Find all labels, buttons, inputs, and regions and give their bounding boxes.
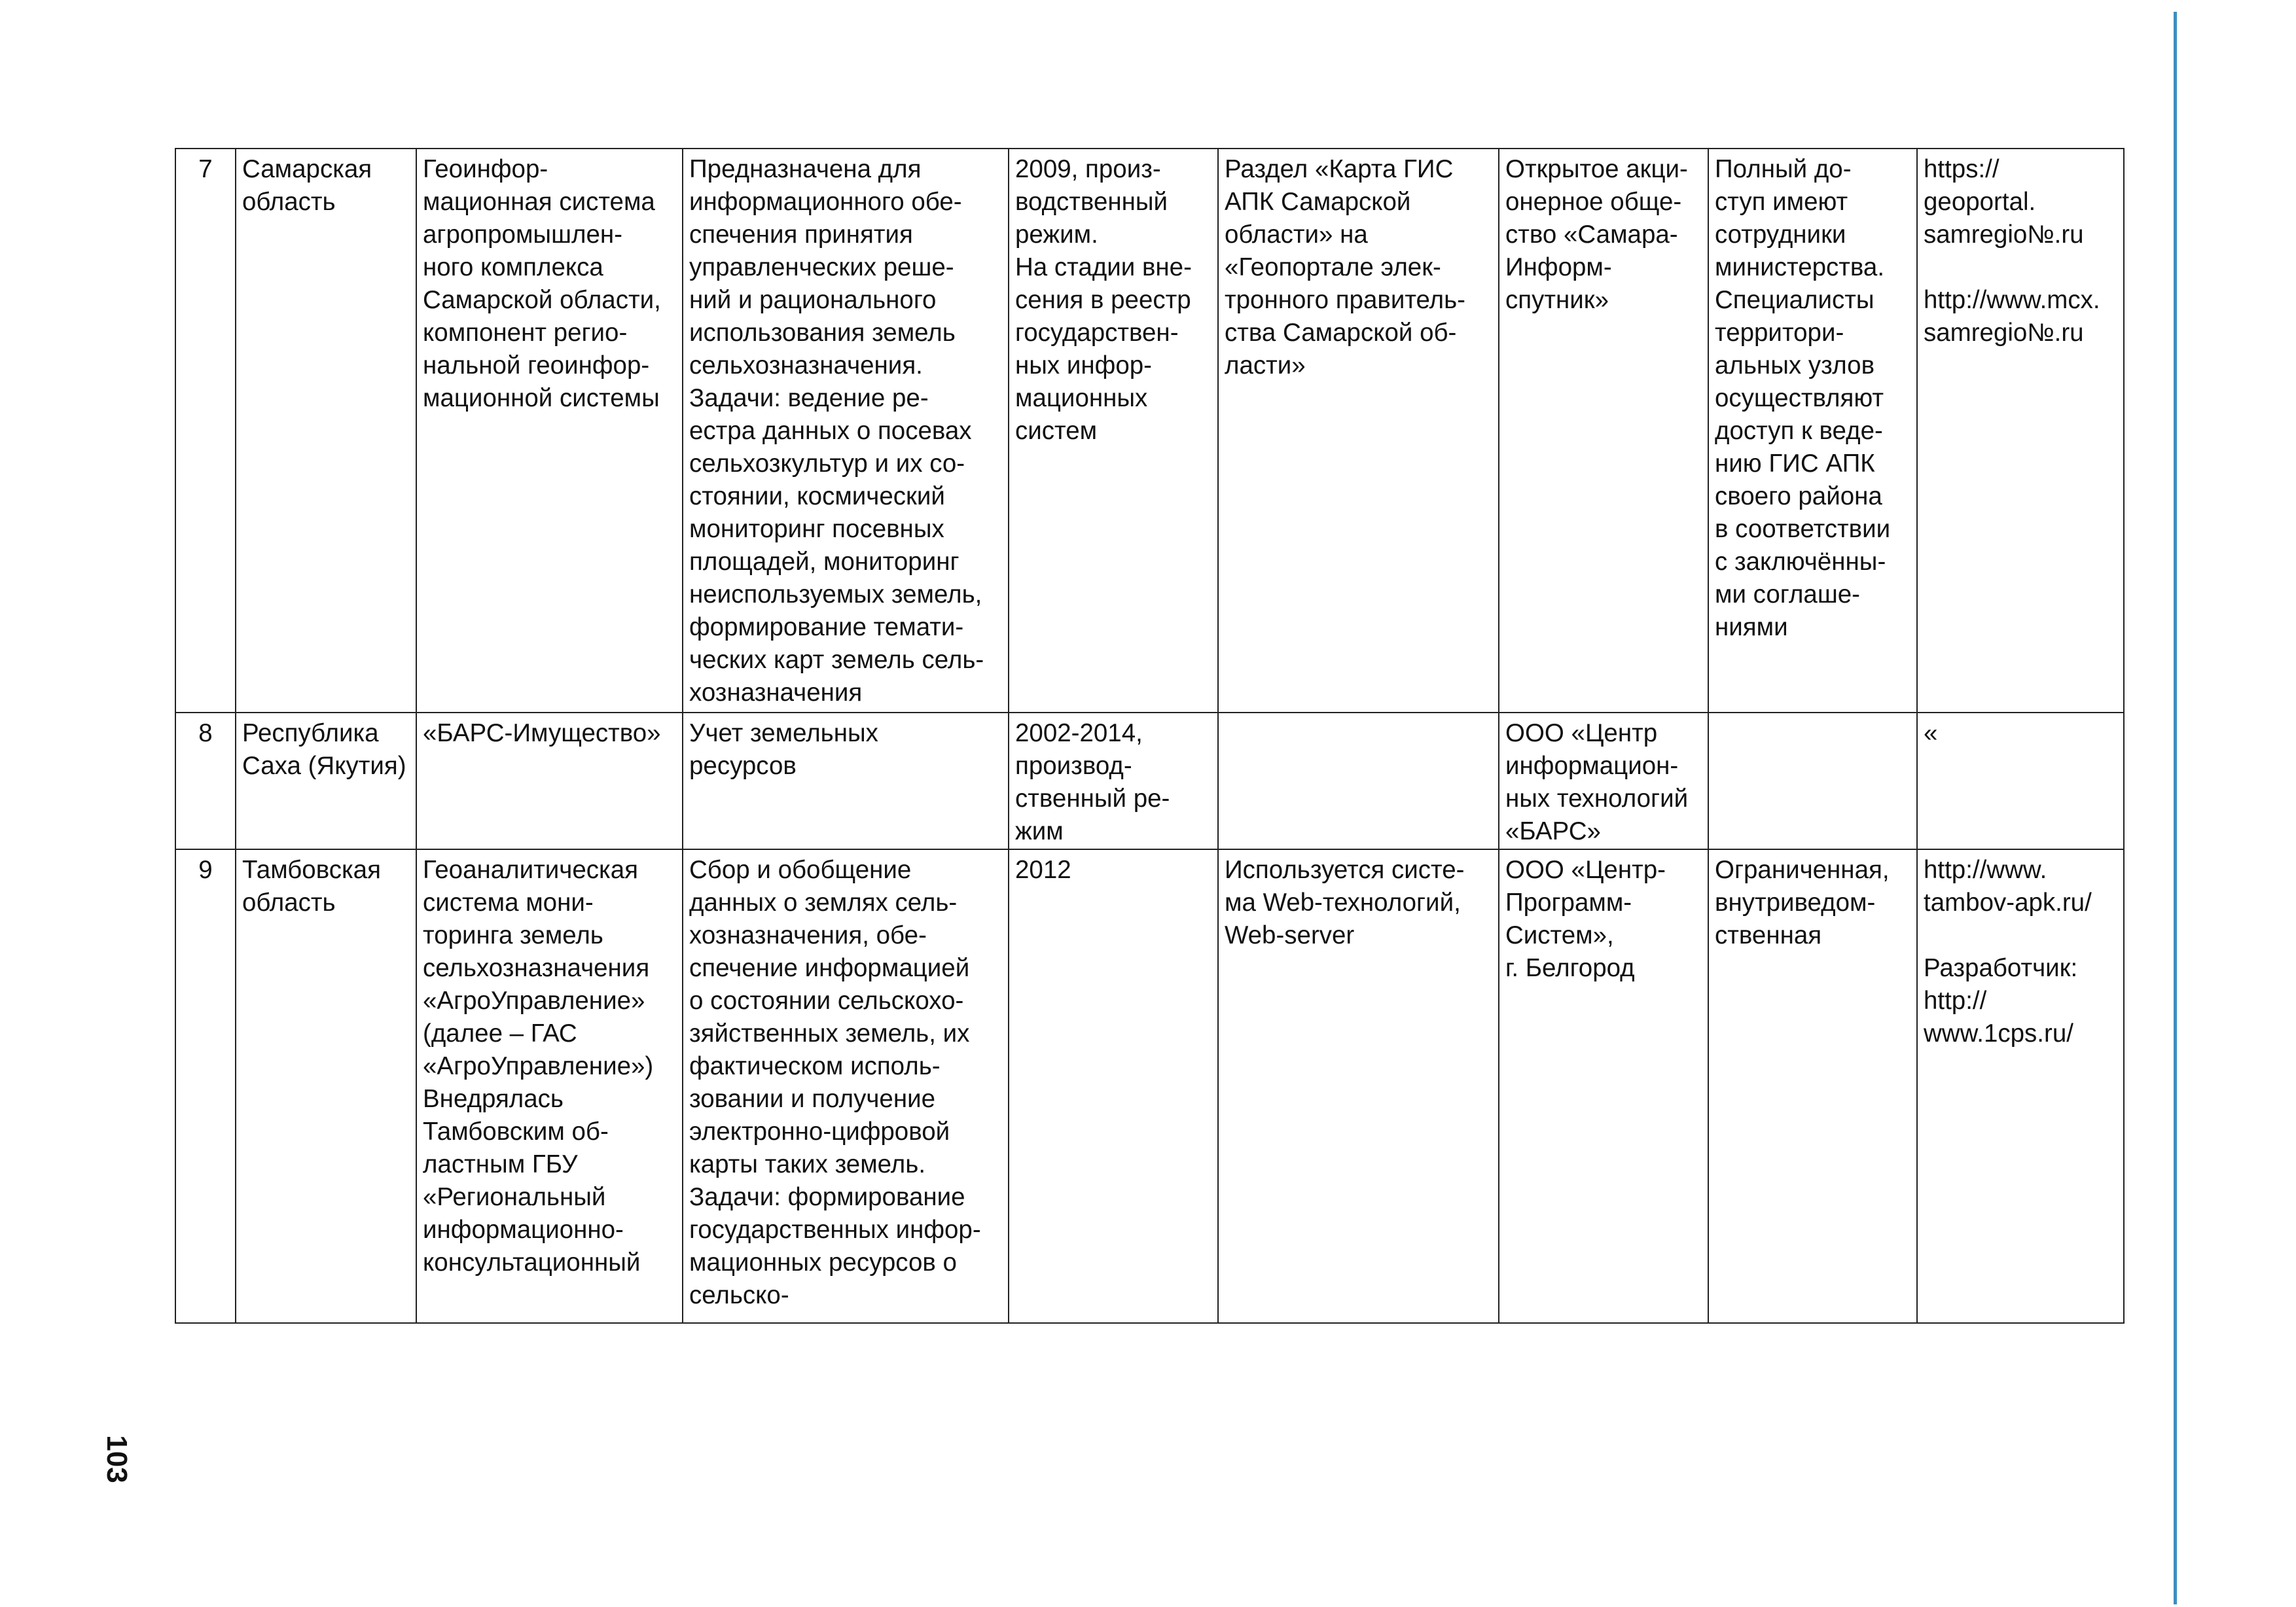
url-cell: https:// geoportal. samregio№.ru http://www.mcx. samregio№.ru (1917, 149, 2124, 713)
purpose-cell: Учет земельных ресурсов (683, 713, 1009, 849)
row-number-cell: 8 (175, 713, 236, 849)
row-number-cell: 7 (175, 149, 236, 713)
year-status-cell: 2012 (1009, 849, 1218, 1323)
developer-cell: ООО «Центр- Программ- Систем», г. Белгород (1499, 849, 1708, 1323)
portal-cell: Раздел «Карта ГИС АПК Самарской области» на «Геопортале элек- тронного правитель- ства Самарской об- ласти» (1218, 149, 1499, 713)
region-cell: Республика Саха (Якутия) (236, 713, 416, 849)
access-cell: Полный до- ступ имеют сотрудники министерства. Специалисты территори- альных узлов осуществляют доступ к веде- нию ГИС АПК своего района в соответствии с заключённы- ми соглаше- ниями (1708, 149, 1917, 713)
table-row (175, 713, 2124, 849)
portal-cell (1218, 713, 1499, 849)
developer-cell: Открытое акци- онерное обще- ство «Самара- Информ- спутник» (1499, 149, 1708, 713)
region-cell: Тамбовская область (236, 849, 416, 1323)
system-name-cell: «БАРС-Имущество» (416, 713, 683, 849)
url-cell: http://www. tambov-apk.ru/ Разработчик: http:// www.1cps.ru/ (1917, 849, 2124, 1323)
table-row (175, 149, 2124, 713)
system-name-cell: Геоинфор- мационная система агропромышлен- ного комплекса Самарской области, компонент регио- нальной геоинфор- мационной системы (416, 149, 683, 713)
access-cell (1708, 713, 1917, 849)
year-status-cell: 2009, произ- водственный режим. На стадии вне- сения в реестр государствен- ных инфор- мационных систем (1009, 149, 1218, 713)
developer-cell: ООО «Центр информацион- ных технологий «БАРС» (1499, 713, 1708, 849)
purpose-cell: Сбор и обобщение данных о землях сель- хозназначения, обе- спечение информацией о состоянии сельскохо- зяйственных земель, их фактическом исполь- зовании и получение электронно-цифровой карты таких земель. Задачи: формирование государственных инфор- мационных ресурсов о сельско- (683, 849, 1009, 1323)
row-number-cell: 9 (175, 849, 236, 1323)
portal-cell: Используется систе- ма Web-технологий, Web-server (1218, 849, 1499, 1323)
purpose-cell: Предназначена для информационного обе- спечения принятия управленческих реше- ний и рационального использования земель сельхозназначения. Задачи: ведение ре- естра данных о посевах сельхозкультур и их со- стоянии, космический мониторинг посевных площадей, мониторинг неиспользуемых земель, формирование темати- ческих карт земель сель- хозназначения (683, 149, 1009, 713)
year-status-cell: 2002-2014, производ- ственный ре- жим (1009, 713, 1218, 849)
region-cell: Самарская область (236, 149, 416, 713)
url-cell: « (1917, 713, 2124, 849)
gis-registry-table (175, 148, 2125, 1324)
table-row (175, 849, 2124, 1323)
access-cell: Ограниченная, внутриведом- ственная (1708, 849, 1917, 1323)
page-number: 103 (101, 1435, 133, 1483)
page-edge-rule (2174, 12, 2177, 1604)
system-name-cell: Геоаналитическая система мони- торинга земель сельхозназначения «АгроУправление» (далее – ГАС «АгроУправление») Внедрялась Тамбовским об- ластным ГБУ «Региональный информационно- консультационный (416, 849, 683, 1323)
